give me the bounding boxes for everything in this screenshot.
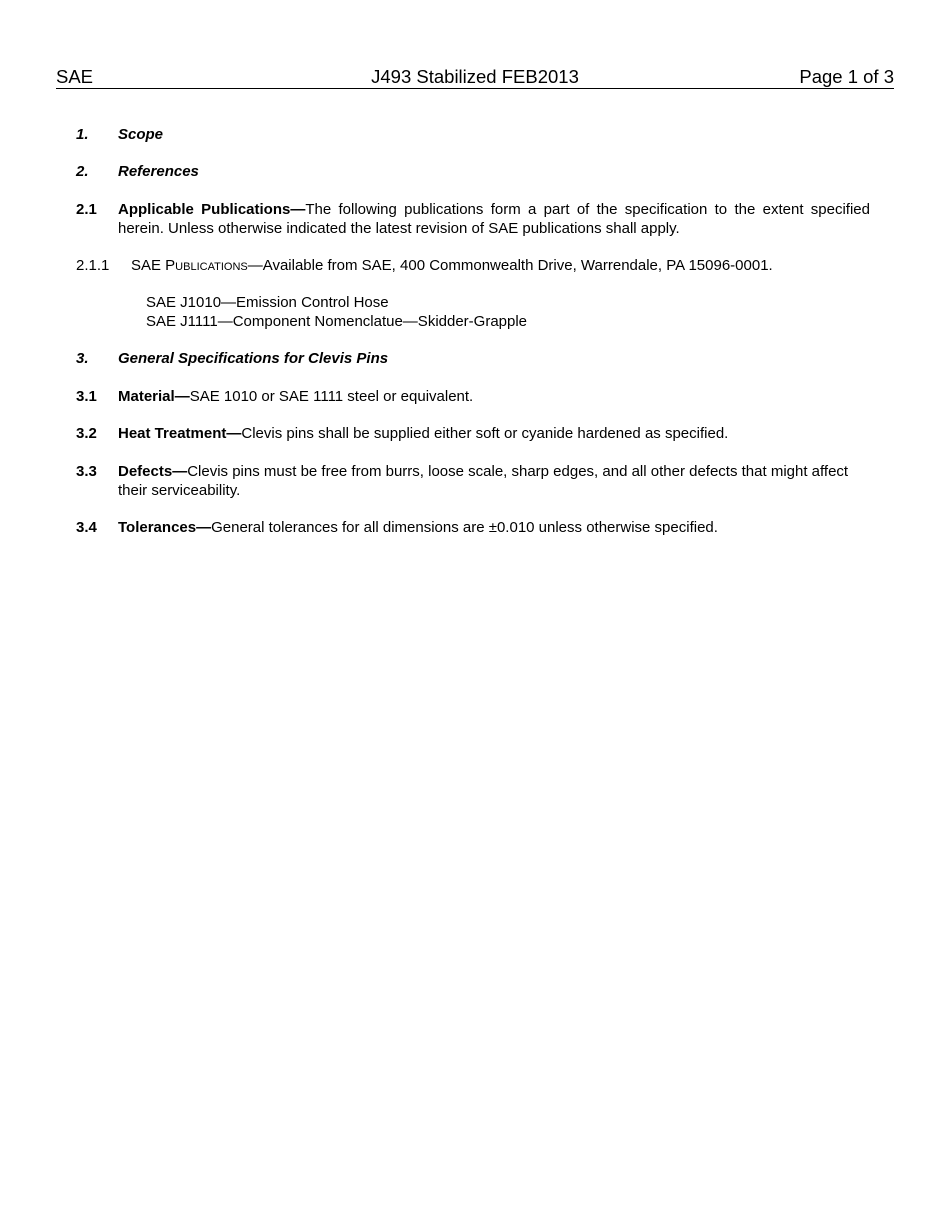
section-paragraph (118, 462, 870, 500)
section-number: 3.1 (76, 388, 97, 405)
section-text: The following publications form a part of the specification to the extent specified herein. Unless otherwise indicated the latest revision of SAE publications shall apply. (118, 201, 870, 237)
section-number: 2.1 (76, 201, 97, 218)
section-title: Defects— (118, 463, 188, 480)
section-title: Heat Treatment— (118, 425, 242, 442)
section-1 (76, 125, 870, 144)
section-3-1 (76, 387, 870, 406)
section-text: Clevis pins must be free from burrs, loose scale, sharp edges, and all other defects that might affect their serviceability. (118, 463, 849, 499)
section-number: 3.3 (76, 463, 97, 480)
section-2-1 (76, 200, 870, 238)
section-title: Scope (118, 126, 164, 143)
section-number: 3.4 (76, 519, 97, 536)
section-text: —Available from SAE, 400 Commonwealth Drive, Warrendale, PA 15096-0001. (247, 257, 773, 274)
reference-item: SAE J1010—Emission Control Hose (146, 294, 389, 311)
reference-item: SAE J1111—Component Nomenclatue—Skidder-Grapple (146, 313, 528, 330)
section-2 (76, 162, 870, 181)
header-org: SAE (56, 66, 94, 87)
section-title: Material— (118, 388, 190, 405)
section-3-3 (76, 462, 870, 500)
section-text: SAE 1010 or SAE 1111 steel or equivalent. (189, 388, 474, 405)
section-number: 2. (76, 163, 89, 180)
section-text: Clevis pins shall be supplied either soft or cyanide hardened as specified. (241, 425, 729, 442)
section-title: References (118, 163, 199, 180)
section-3-4 (76, 518, 870, 537)
section-title: General Specifications for Clevis Pins (118, 350, 389, 367)
page-header (56, 66, 894, 89)
section-number: 2.1.1 (76, 257, 110, 274)
section-paragraph (118, 518, 870, 537)
section-number: 1. (76, 126, 89, 143)
header-doc-id: J493 Stabilized FEB2013 (371, 66, 579, 87)
reference-list (146, 293, 846, 331)
section-3 (76, 349, 870, 368)
section-number: 3. (76, 350, 89, 367)
section-text: General tolerances for all dimensions are ±0.010 unless otherwise specified. (211, 519, 718, 536)
section-title: Applicable Publications— (118, 201, 306, 218)
section-paragraph (118, 387, 870, 406)
section-paragraph (118, 200, 870, 238)
section-number: 3.2 (76, 425, 97, 442)
section-paragraph (118, 424, 870, 443)
section-title: Tolerances— (118, 519, 212, 536)
section-label: SAE Publications (131, 257, 248, 274)
section-3-2 (76, 424, 870, 443)
section-paragraph (131, 256, 870, 275)
header-page-number: Page 1 of 3 (799, 66, 894, 87)
section-2-1-1 (76, 256, 870, 275)
